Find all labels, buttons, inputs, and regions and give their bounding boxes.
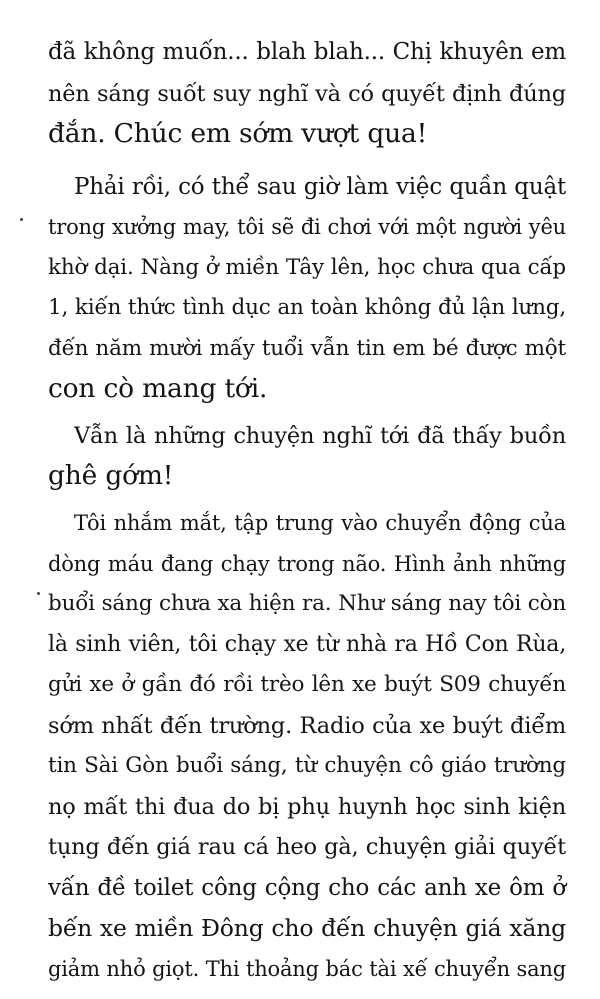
text-line: trong xưởng may, tôi sẽ đi chơi với một người yêu [48, 215, 566, 239]
text-line: tin Sài Gòn buổi sáng, từ chuyện cô giáo trường [48, 753, 566, 778]
text-line: giảm nhỏ giọt. Thi thoảng bác tài xế chuyển sang [48, 957, 566, 981]
text-line: vấn đề toilet công cộng cho các anh xe ôm ở [48, 875, 566, 901]
text-line: là sinh viên, tôi chạy xe từ nhà ra Hồ Con Rùa, [48, 632, 566, 657]
text-line: ghê gớm! [48, 460, 174, 491]
text-line: tụng đến giá rau cá heo gà, chuyện giải quyết [48, 834, 566, 860]
text-line: đến năm mười mấy tuổi vẫn tin em bé được một [48, 336, 566, 361]
text-line: khờ dại. Nàng ở miền Tây lên, học chưa qua cấp [48, 255, 566, 280]
text-line: dòng máu đang chạy trong não. Hình ảnh những [48, 552, 566, 576]
text-line: đã không muốn... blah blah... Chị khuyên em [48, 39, 566, 65]
text-line: con cò mang tới. [48, 373, 268, 404]
text-line: 1, kiến thức tình dục an toàn không đủ lận lưng, [48, 295, 566, 320]
text-line: nọ mất thi đua do bị phụ huynh học sinh kiện [48, 794, 566, 820]
text-line: nên sáng suốt suy nghĩ và có quyết định đúng [48, 81, 566, 107]
text-line: Vẫn là những chuyện nghĩ tới đã thấy buồn [74, 423, 566, 449]
scan-speck [37, 592, 40, 595]
text-line: đắn. Chúc em sớm vượt qua! [48, 118, 428, 149]
text-line: gửi xe ở gần đó rồi trèo lên xe buýt S09 chuyến [48, 672, 566, 697]
text-line: Phải rồi, có thể sau giờ làm việc quần quật [74, 174, 566, 200]
scan-speck [20, 218, 23, 221]
text-line: buổi sáng chưa xa hiện ra. Như sáng nay tôi còn [48, 591, 566, 616]
text-line: bến xe miền Đông cho đến chuyện giá xăng [48, 914, 566, 942]
text-line: sớm nhất đến trường. Radio của xe buýt điểm [48, 713, 566, 739]
text-line: Tôi nhắm mắt, tập trung vào chuyển động của [74, 511, 566, 535]
